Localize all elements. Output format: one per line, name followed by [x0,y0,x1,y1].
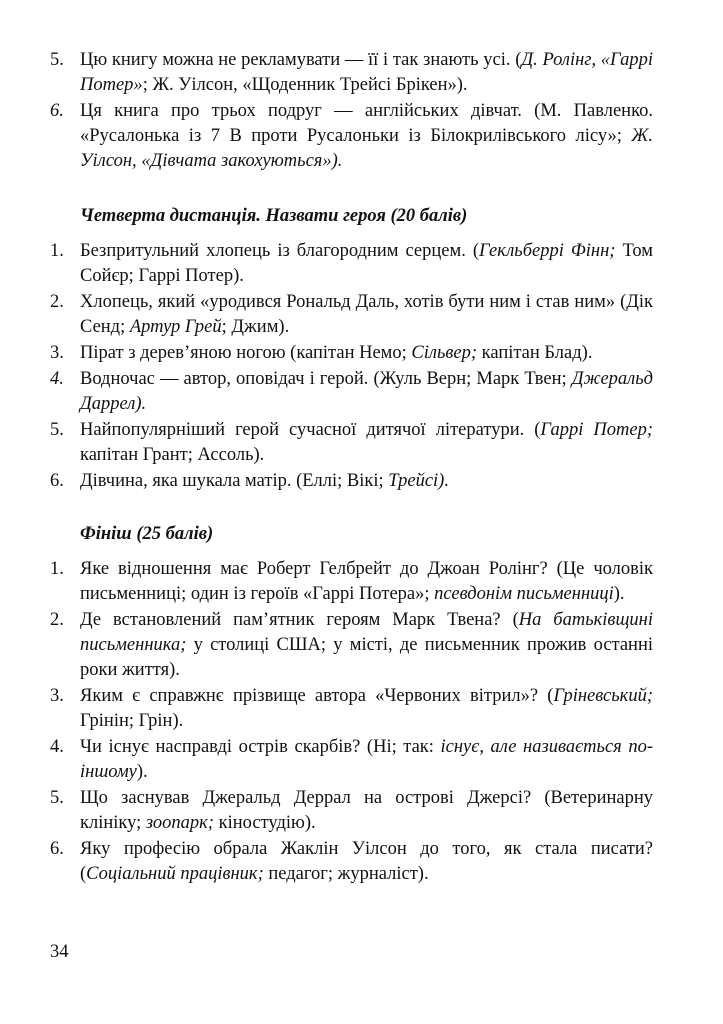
item-number: 1. [50,241,64,261]
answer-italic: існує, але називається по-іншому [80,737,653,782]
text-segment: ). [613,584,625,604]
list-item [50,418,653,468]
text-segment: ). [136,762,148,782]
item-text [80,786,653,836]
answer-italic: Д. Ролінг, «Гаррі Потер» [80,50,653,95]
list-item [50,469,653,494]
item-number: 6. [50,101,64,121]
text-segment: Хлопець, який «уродився Рональд Даль, хотів бути ним і став ним» (Дік Сенд; [80,292,653,337]
list-item [50,341,653,366]
text-segment: капітан Блад). [477,343,593,363]
item-number: 3. [50,343,64,363]
answer-italic: псевдонім письменниці [434,584,614,604]
item-number: 5. [50,50,64,70]
item-number: 2. [50,610,64,630]
answer-italic: Трейсі). [388,471,449,491]
answer-italic: Гріневський; [553,686,653,706]
answer-italic: Джеральд Даррел). [80,369,653,414]
text-segment: Яку професію обрала Жаклін Уілсон до того, як стала писати? ( [80,839,653,884]
item-text [80,608,653,683]
item-number: 6. [50,471,64,491]
item-number: 5. [50,420,64,440]
text-segment: Пірат з дерев’яною ногою (капітан Немо; [80,343,412,363]
item-number: 1. [50,559,64,579]
quiz-list-heroes [50,239,653,494]
list-item [50,735,653,785]
text-segment: Що заснував Джеральд Деррал на острові Джерсі? (Ветеринарну клініку; [80,788,653,833]
text-segment: Чи існує насправді острів скарбів? (Ні; так: [80,737,441,757]
item-number: 4. [50,737,64,757]
section-heading-finish: Фініш (25 балів) [80,524,214,544]
answer-italic: Сільвер; [411,343,478,363]
text-segment: Грінін; Грін). [80,711,184,731]
text-segment: педагог; журналіст). [263,864,429,884]
item-number: 4. [50,369,64,389]
item-text [80,684,653,734]
text-segment: у столиці США; у місті, де письменник прожив останні роки життя). [80,635,653,680]
list-item [50,239,653,289]
text-segment: Яке відношення має Роберт Гелбрейт до Джоан Ролінг? (Це чоловік письменниці; один із героїв «Гаррі Потера»; [80,559,653,604]
text-segment: Цю книгу можна не рекламувати — її і так знають усі. ( [80,50,522,70]
item-text [80,99,653,174]
item-number: 3. [50,686,64,706]
list-item [50,99,653,174]
answer-italic: Ж. Уілсон, «Дівчата закохуються»). [80,126,653,171]
list-item [50,367,653,417]
list-item [50,557,653,607]
list-item [50,684,653,734]
answer-italic: Артур Грей [129,317,222,337]
item-text [80,290,653,340]
item-text [80,557,653,607]
item-text [80,239,653,289]
answer-italic: Гаррі Потер; [540,420,653,440]
item-number: 5. [50,788,64,808]
item-number: 6. [50,839,64,859]
text-segment: Безпритульний хлопець із благородним серцем. ( [80,241,480,261]
text-segment: Найпопулярніший герой сучасної дитячої літератури. ( [80,420,541,440]
list-item [50,786,653,836]
text-segment: Водночас — автор, оповідач і герой. (Жуль Верн; Марк Твен; [80,369,572,389]
text-segment: кіностудію). [213,813,316,833]
answer-italic: зоопарк; [145,813,214,833]
list-item [50,608,653,683]
text-segment: Де встановлений пам’ятник героям Марк Твена? ( [80,610,519,630]
text-segment: Ця книга про трьох подруг — англійських дівчат. (М. Павленко. «Русалонька із 7 В проти Русалоньки із Білокрилівського лісу»; [80,101,653,146]
item-number: 2. [50,292,64,312]
item-text [80,367,653,417]
text-segment: Дівчина, яка шукала матір. (Еллі; Вікі; [80,471,389,491]
answer-italic: Гекльберрі Фінн; [479,241,616,261]
page-number: 34 [50,942,69,962]
item-text [80,735,653,785]
quiz-list-continued [50,48,653,174]
item-text [80,341,653,366]
list-item [50,837,653,887]
quiz-list-finish [50,557,653,887]
text-segment: Том Сойєр; Гаррі Потер). [80,241,654,286]
text-segment: Яким є справжнє прізвище автора «Червоних вітрил»? ( [80,686,554,706]
item-text [80,837,653,887]
text-segment: ; Джим). [221,317,290,337]
text-segment: ; Ж. Уілсон, «Щоденник Трейсі Брікен»). [142,75,468,95]
item-text [80,469,653,494]
list-item [50,48,653,98]
answer-italic: На батьківщині письменника; [80,610,653,655]
section-heading-heroes: Четверта дистанція. Назвати героя (20 балів) [80,206,468,226]
item-text [80,48,653,98]
list-item [50,290,653,340]
text-segment: капітан Грант; Ассоль). [80,445,265,465]
item-text [80,418,653,468]
answer-italic: Соціальний працівник; [86,864,264,884]
